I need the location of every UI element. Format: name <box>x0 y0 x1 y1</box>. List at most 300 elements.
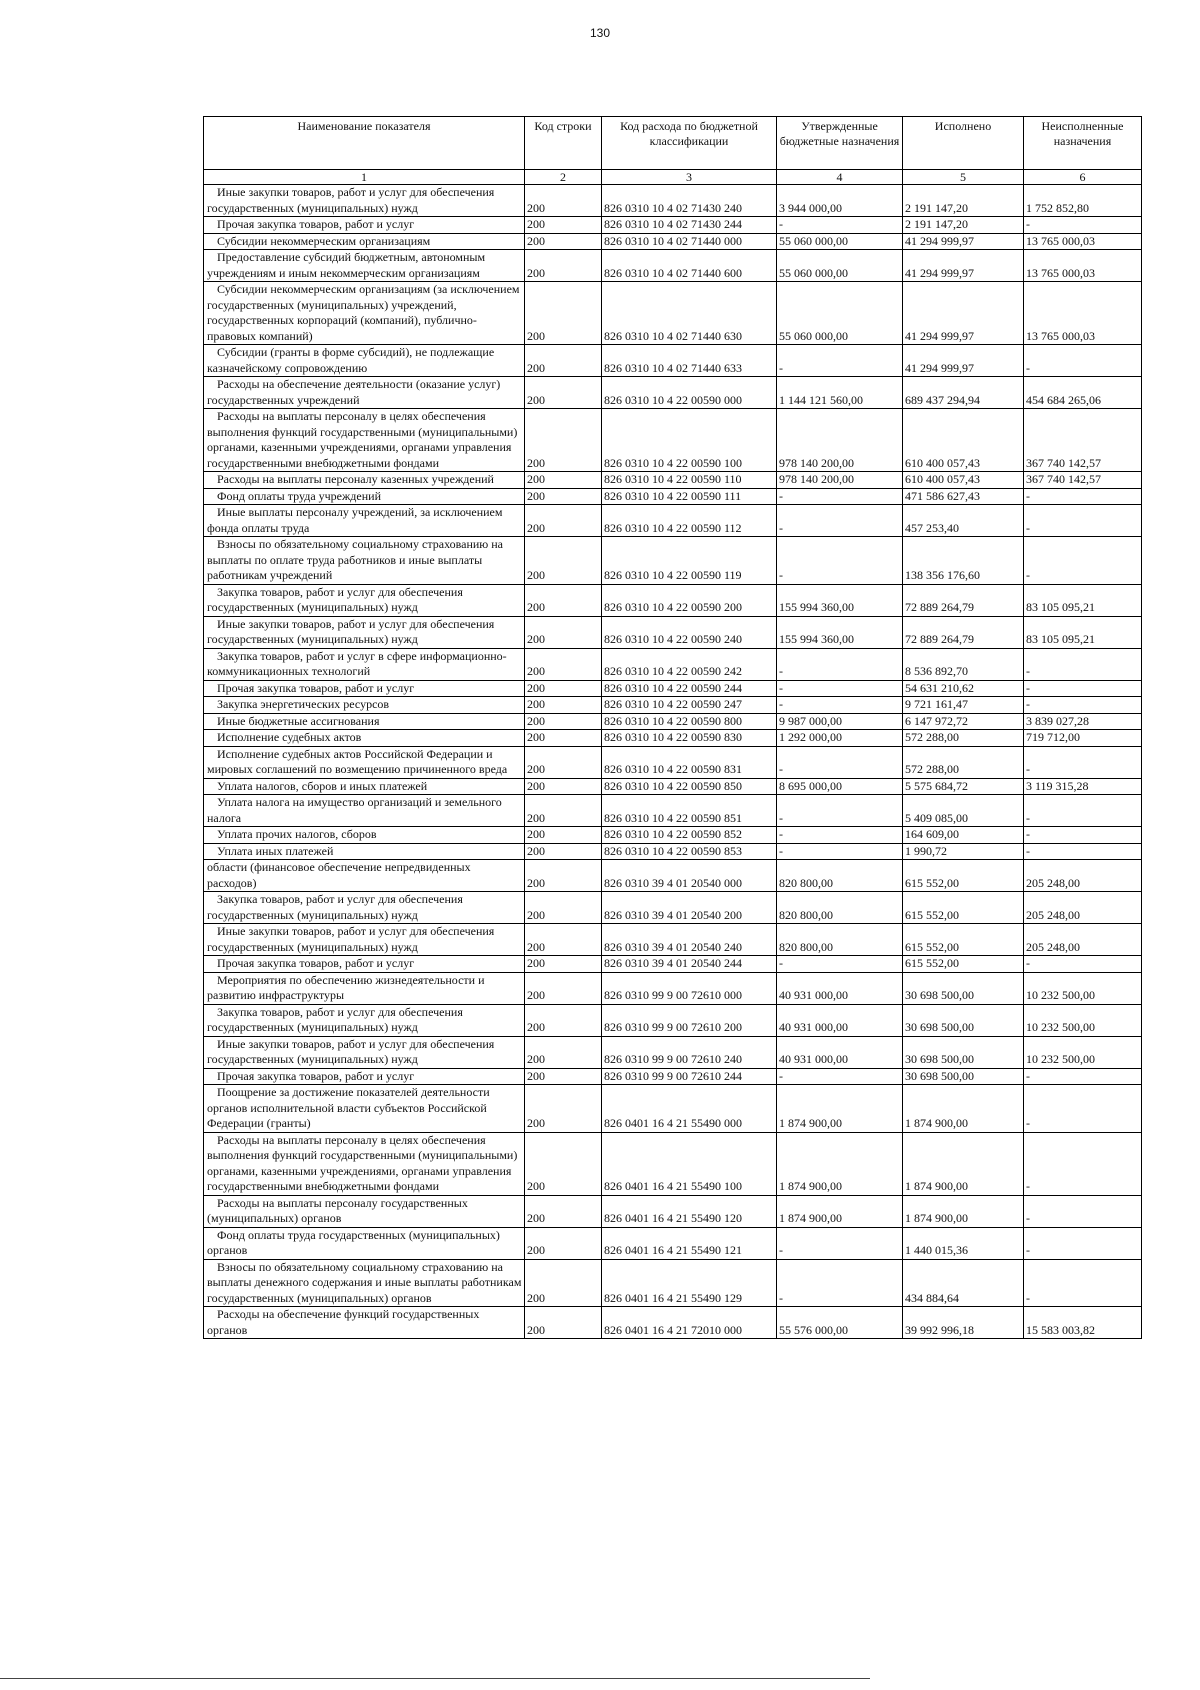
expense-code-cell: 826 0310 39 4 01 20540 244 <box>602 956 777 973</box>
indicator-name-text: Уплата налогов, сборов и иных платежей <box>217 778 428 793</box>
unexecuted-amount-cell: - <box>1024 1227 1142 1259</box>
executed-amount-cell: 1 874 900,00 <box>903 1195 1024 1227</box>
executed-amount-cell: 30 698 500,00 <box>903 1004 1024 1036</box>
approved-amount-cell: - <box>777 345 903 377</box>
indicator-name-cell <box>204 1085 525 1133</box>
executed-amount-cell: 2 191 147,20 <box>903 185 1024 217</box>
unexecuted-amount-cell: 1 752 852,80 <box>1024 185 1142 217</box>
executed-amount-cell: 1 874 900,00 <box>903 1085 1024 1133</box>
approved-amount-cell: 1 874 900,00 <box>777 1085 903 1133</box>
unexecuted-amount-cell: 205 248,00 <box>1024 860 1142 892</box>
indicator-name-cell <box>204 680 525 697</box>
approved-amount-cell: 978 140 200,00 <box>777 409 903 472</box>
approved-amount-cell: - <box>777 956 903 973</box>
unexecuted-amount-cell: - <box>1024 1132 1142 1195</box>
expense-code-cell: 826 0310 10 4 22 00590 800 <box>602 713 777 730</box>
executed-amount-cell: 41 294 999,97 <box>903 233 1024 250</box>
approved-amount-cell: 40 931 000,00 <box>777 1004 903 1036</box>
unexecuted-amount-cell: - <box>1024 697 1142 714</box>
table-row <box>204 505 1142 537</box>
expense-code-cell: 826 0310 10 4 22 00590 240 <box>602 616 777 648</box>
indicator-name-text: Иные бюджетные ассигнования <box>217 713 380 728</box>
line-code-cell: 200 <box>525 616 602 648</box>
line-code-cell: 200 <box>525 282 602 345</box>
approved-amount-cell: 40 931 000,00 <box>777 1036 903 1068</box>
expense-code-cell: 826 0310 10 4 22 00590 242 <box>602 648 777 680</box>
executed-amount-cell: 610 400 057,43 <box>903 409 1024 472</box>
approved-amount-cell: 155 994 360,00 <box>777 616 903 648</box>
indicator-name-cell <box>204 697 525 714</box>
executed-amount-cell: 457 253,40 <box>903 505 1024 537</box>
indicator-name-text: Прочая закупка товаров, работ и услуг <box>217 956 415 970</box>
table-row <box>204 1307 1142 1339</box>
approved-amount-cell: - <box>777 746 903 778</box>
indicator-name-cell <box>204 1068 525 1085</box>
unexecuted-amount-cell: 10 232 500,00 <box>1024 1036 1142 1068</box>
line-code-cell: 200 <box>525 778 602 795</box>
indicator-name-cell <box>204 505 525 537</box>
indicator-name-cell <box>204 537 525 585</box>
expense-code-cell: 826 0310 10 4 02 71440 000 <box>602 233 777 250</box>
executed-amount-cell: 5 409 085,00 <box>903 795 1024 827</box>
unexecuted-amount-cell: - <box>1024 1068 1142 1085</box>
approved-amount-cell: 1 874 900,00 <box>777 1195 903 1227</box>
expense-code-cell: 826 0310 99 9 00 72610 200 <box>602 1004 777 1036</box>
expense-code-cell: 826 0310 99 9 00 72610 000 <box>602 972 777 1004</box>
line-code-cell: 200 <box>525 1259 602 1307</box>
unexecuted-amount-cell: - <box>1024 795 1142 827</box>
column-number: 1 <box>204 170 525 185</box>
indicator-name-text: Иные закупки товаров, работ и услуг для обеспечения государственных (муниципальных) нужд <box>207 185 495 215</box>
executed-amount-cell: 72 889 264,79 <box>903 584 1024 616</box>
unexecuted-amount-cell: - <box>1024 345 1142 377</box>
line-code-cell: 200 <box>525 1227 602 1259</box>
unexecuted-amount-cell: 205 248,00 <box>1024 892 1142 924</box>
table-row <box>204 1085 1142 1133</box>
unexecuted-amount-cell: - <box>1024 648 1142 680</box>
unexecuted-amount-cell: 3 119 315,28 <box>1024 778 1142 795</box>
indicator-name-text: Прочая закупка товаров, работ и услуг <box>217 1068 415 1083</box>
table-row <box>204 537 1142 585</box>
column-number: 4 <box>777 170 903 185</box>
line-code-cell: 200 <box>525 1307 602 1339</box>
table-row <box>204 1227 1142 1259</box>
approved-amount-cell: - <box>777 1259 903 1307</box>
indicator-name-text: Прочая закупка товаров, работ и услуг <box>217 217 415 231</box>
indicator-name-cell <box>204 250 525 282</box>
indicator-name-cell <box>204 1307 525 1339</box>
line-code-cell: 200 <box>525 409 602 472</box>
expense-code-cell: 826 0310 10 4 02 71430 240 <box>602 185 777 217</box>
line-code-cell: 200 <box>525 537 602 585</box>
indicator-name-cell <box>204 1227 525 1259</box>
unexecuted-amount-cell: - <box>1024 488 1142 505</box>
table-header-row <box>204 117 1142 170</box>
indicator-name-text: Закупка товаров, работ и услуг для обеспечения государственных (муниципальных) нужд <box>207 1004 463 1034</box>
table-row <box>204 217 1142 234</box>
indicator-name-cell <box>204 924 525 956</box>
expense-code-cell: 826 0310 10 4 22 00590 831 <box>602 746 777 778</box>
indicator-name-text: Закупка товаров, работ и услуг для обеспечения государственных (муниципальных) нужд <box>207 892 463 922</box>
line-code-cell: 200 <box>525 1036 602 1068</box>
expense-code-cell: 826 0310 10 4 22 00590 247 <box>602 697 777 714</box>
indicator-name-text: Фонд оплаты труда учреждений <box>217 488 381 503</box>
page-bottom-rule <box>0 1678 870 1679</box>
indicator-name-text: Расходы на выплаты персоналу казенных учреждений <box>217 472 494 486</box>
approved-amount-cell: - <box>777 827 903 844</box>
approved-amount-cell: - <box>777 680 903 697</box>
executed-amount-cell: 8 536 892,70 <box>903 648 1024 680</box>
approved-amount-cell: 1 292 000,00 <box>777 730 903 747</box>
expense-code-cell: 826 0401 16 4 21 55490 100 <box>602 1132 777 1195</box>
indicator-name-text: Закупка товаров, работ и услуг в сфере информационно-коммуникационных технологий <box>207 648 507 678</box>
line-code-cell: 200 <box>525 843 602 860</box>
executed-amount-cell: 615 552,00 <box>903 924 1024 956</box>
indicator-name-cell <box>204 860 525 892</box>
table-row <box>204 616 1142 648</box>
executed-amount-cell: 30 698 500,00 <box>903 1036 1024 1068</box>
expense-code-cell: 826 0310 10 4 22 00590 112 <box>602 505 777 537</box>
expense-code-cell: 826 0401 16 4 21 55490 129 <box>602 1259 777 1307</box>
approved-amount-cell: - <box>777 795 903 827</box>
indicator-name-cell <box>204 472 525 489</box>
unexecuted-amount-cell: 83 105 095,21 <box>1024 616 1142 648</box>
table-body <box>204 185 1142 1339</box>
table-row <box>204 1132 1142 1195</box>
table-row <box>204 472 1142 489</box>
indicator-name-cell <box>204 648 525 680</box>
unexecuted-amount-cell: 205 248,00 <box>1024 924 1142 956</box>
table-row <box>204 1259 1142 1307</box>
unexecuted-amount-cell: 83 105 095,21 <box>1024 584 1142 616</box>
unexecuted-amount-cell: - <box>1024 217 1142 234</box>
unexecuted-amount-cell: 13 765 000,03 <box>1024 282 1142 345</box>
table-row <box>204 185 1142 217</box>
table-row <box>204 778 1142 795</box>
expense-code-cell: 826 0310 10 4 02 71440 600 <box>602 250 777 282</box>
line-code-cell: 200 <box>525 1195 602 1227</box>
header-executed: Исполнено <box>903 117 1024 170</box>
expense-code-cell: 826 0310 10 4 02 71440 630 <box>602 282 777 345</box>
executed-amount-cell: 41 294 999,97 <box>903 282 1024 345</box>
indicator-name-cell <box>204 713 525 730</box>
expense-code-cell: 826 0310 10 4 22 00590 851 <box>602 795 777 827</box>
table-row <box>204 860 1142 892</box>
expense-code-cell: 826 0401 16 4 21 55490 121 <box>602 1227 777 1259</box>
line-code-cell: 200 <box>525 1068 602 1085</box>
line-code-cell: 200 <box>525 713 602 730</box>
approved-amount-cell: - <box>777 488 903 505</box>
executed-amount-cell: 39 992 996,18 <box>903 1307 1024 1339</box>
executed-amount-cell: 2 191 147,20 <box>903 217 1024 234</box>
table-row <box>204 282 1142 345</box>
expense-code-cell: 826 0310 10 4 22 00590 244 <box>602 680 777 697</box>
indicator-name-text: Предоставление субсидий бюджетным, автономным учреждениям и иным некоммерческим организациям <box>207 250 486 280</box>
approved-amount-cell: 1 874 900,00 <box>777 1132 903 1195</box>
executed-amount-cell: 615 552,00 <box>903 892 1024 924</box>
indicator-name-cell <box>204 1132 525 1195</box>
table-row <box>204 1036 1142 1068</box>
header-expense-code: Код расхода по бюджетной классификации <box>602 117 777 170</box>
unexecuted-amount-cell: 10 232 500,00 <box>1024 972 1142 1004</box>
executed-amount-cell: 72 889 264,79 <box>903 616 1024 648</box>
unexecuted-amount-cell: - <box>1024 843 1142 860</box>
table-row <box>204 409 1142 472</box>
table-row <box>204 1195 1142 1227</box>
expense-code-cell: 826 0401 16 4 21 55490 000 <box>602 1085 777 1133</box>
expense-code-cell: 826 0310 10 4 22 00590 111 <box>602 488 777 505</box>
indicator-name-text: Иные закупки товаров, работ и услуг для обеспечения государственных (муниципальных) нужд <box>207 924 495 954</box>
expense-code-cell: 826 0310 10 4 22 00590 100 <box>602 409 777 472</box>
expense-code-cell: 826 0310 99 9 00 72610 240 <box>602 1036 777 1068</box>
line-code-cell: 200 <box>525 217 602 234</box>
table-row <box>204 377 1142 409</box>
table-row <box>204 972 1142 1004</box>
indicator-name-cell <box>204 488 525 505</box>
indicator-name-text: области (финансовое обеспечение непредвиденных расходов) <box>207 860 471 890</box>
unexecuted-amount-cell: - <box>1024 1259 1142 1307</box>
table-row <box>204 233 1142 250</box>
approved-amount-cell: 820 800,00 <box>777 860 903 892</box>
indicator-name-cell <box>204 1004 525 1036</box>
line-code-cell: 200 <box>525 697 602 714</box>
indicator-name-cell <box>204 1036 525 1068</box>
approved-amount-cell: 1 144 121 560,00 <box>777 377 903 409</box>
indicator-name-cell <box>204 217 525 234</box>
approved-amount-cell: 55 060 000,00 <box>777 282 903 345</box>
indicator-name-cell <box>204 409 525 472</box>
table-row <box>204 680 1142 697</box>
approved-amount-cell: - <box>777 697 903 714</box>
executed-amount-cell: 1 874 900,00 <box>903 1132 1024 1195</box>
page-number: 130 <box>589 26 611 40</box>
approved-amount-cell: 40 931 000,00 <box>777 972 903 1004</box>
expense-code-cell: 826 0401 16 4 21 72010 000 <box>602 1307 777 1339</box>
expense-code-cell: 826 0310 39 4 01 20540 240 <box>602 924 777 956</box>
approved-amount-cell: 55 576 000,00 <box>777 1307 903 1339</box>
indicator-name-cell <box>204 185 525 217</box>
indicator-name-cell <box>204 972 525 1004</box>
line-code-cell: 200 <box>525 505 602 537</box>
indicator-name-text: Субсидии (гранты в форме субсидий), не подлежащие казначейскому сопровождению <box>207 345 495 375</box>
executed-amount-cell: 615 552,00 <box>903 956 1024 973</box>
executed-amount-cell: 610 400 057,43 <box>903 472 1024 489</box>
executed-amount-cell: 164 609,00 <box>903 827 1024 844</box>
executed-amount-cell: 689 437 294,94 <box>903 377 1024 409</box>
indicator-name-cell <box>204 233 525 250</box>
indicator-name-cell <box>204 584 525 616</box>
unexecuted-amount-cell: - <box>1024 827 1142 844</box>
approved-amount-cell: - <box>777 217 903 234</box>
approved-amount-cell: 55 060 000,00 <box>777 233 903 250</box>
unexecuted-amount-cell: 367 740 142,57 <box>1024 409 1142 472</box>
table-row <box>204 488 1142 505</box>
approved-amount-cell: 978 140 200,00 <box>777 472 903 489</box>
line-code-cell: 200 <box>525 892 602 924</box>
unexecuted-amount-cell: - <box>1024 505 1142 537</box>
header-unexecuted: Неисполненные назначения <box>1024 117 1142 170</box>
column-number-row <box>204 170 1142 185</box>
column-number: 6 <box>1024 170 1142 185</box>
line-code-cell: 200 <box>525 233 602 250</box>
unexecuted-amount-cell: 3 839 027,28 <box>1024 713 1142 730</box>
indicator-name-cell <box>204 1195 525 1227</box>
table-row <box>204 345 1142 377</box>
executed-amount-cell: 30 698 500,00 <box>903 972 1024 1004</box>
column-number: 5 <box>903 170 1024 185</box>
indicator-name-text: Исполнение судебных актов Российской Федерации и мировых соглашений по возмещению причиненного вреда <box>207 746 508 776</box>
line-code-cell: 200 <box>525 185 602 217</box>
unexecuted-amount-cell: 367 740 142,57 <box>1024 472 1142 489</box>
column-number: 3 <box>602 170 777 185</box>
line-code-cell: 200 <box>525 730 602 747</box>
approved-amount-cell: - <box>777 505 903 537</box>
executed-amount-cell: 471 586 627,43 <box>903 488 1024 505</box>
line-code-cell: 200 <box>525 472 602 489</box>
expense-code-cell: 826 0310 99 9 00 72610 244 <box>602 1068 777 1085</box>
unexecuted-amount-cell: - <box>1024 537 1142 585</box>
column-number: 2 <box>525 170 602 185</box>
indicator-name-cell <box>204 377 525 409</box>
expense-code-cell: 826 0310 10 4 22 00590 830 <box>602 730 777 747</box>
executed-amount-cell: 41 294 999,97 <box>903 250 1024 282</box>
indicator-name-cell <box>204 730 525 747</box>
executed-amount-cell: 9 721 161,47 <box>903 697 1024 714</box>
line-code-cell: 200 <box>525 924 602 956</box>
table-row <box>204 746 1142 778</box>
expense-code-cell: 826 0310 10 4 02 71430 244 <box>602 217 777 234</box>
line-code-cell: 200 <box>525 648 602 680</box>
line-code-cell: 200 <box>525 860 602 892</box>
table-row <box>204 730 1142 747</box>
table-row <box>204 250 1142 282</box>
approved-amount-cell: 8 695 000,00 <box>777 778 903 795</box>
table-row <box>204 956 1142 973</box>
indicator-name-text: Поощрение за достижение показателей деятельности органов исполнительной власти субъектов Российской Федерации (гранты) <box>207 1085 490 1130</box>
unexecuted-amount-cell: 13 765 000,03 <box>1024 233 1142 250</box>
indicator-name-text: Уплата прочих налогов, сборов <box>217 827 377 841</box>
executed-amount-cell: 41 294 999,97 <box>903 345 1024 377</box>
indicator-name-cell <box>204 827 525 844</box>
indicator-name-cell <box>204 746 525 778</box>
approved-amount-cell: 820 800,00 <box>777 924 903 956</box>
executed-amount-cell: 572 288,00 <box>903 730 1024 747</box>
table-row <box>204 584 1142 616</box>
executed-amount-cell: 615 552,00 <box>903 860 1024 892</box>
indicator-name-text: Уплата иных платежей <box>217 843 334 858</box>
line-code-cell: 200 <box>525 746 602 778</box>
line-code-cell: 200 <box>525 680 602 697</box>
line-code-cell: 200 <box>525 956 602 973</box>
executed-amount-cell: 572 288,00 <box>903 746 1024 778</box>
expense-code-cell: 826 0310 10 4 22 00590 200 <box>602 584 777 616</box>
table-row <box>204 843 1142 860</box>
indicator-name-cell <box>204 956 525 973</box>
expense-code-cell: 826 0310 39 4 01 20540 000 <box>602 860 777 892</box>
approved-amount-cell: - <box>777 537 903 585</box>
approved-amount-cell: - <box>777 1068 903 1085</box>
table-row <box>204 827 1142 844</box>
executed-amount-cell: 1 990,72 <box>903 843 1024 860</box>
line-code-cell: 200 <box>525 1004 602 1036</box>
expense-code-cell: 826 0310 10 4 22 00590 850 <box>602 778 777 795</box>
indicator-name-cell <box>204 1259 525 1307</box>
table-row <box>204 924 1142 956</box>
indicator-name-text: Расходы на обеспечение деятельности (оказание услуг) государственных учреждений <box>207 377 501 407</box>
approved-amount-cell: - <box>777 648 903 680</box>
indicator-name-text: Иные закупки товаров, работ и услуг для обеспечения государственных (муниципальных) нужд <box>207 1036 495 1066</box>
line-code-cell: 200 <box>525 377 602 409</box>
approved-amount-cell: - <box>777 1227 903 1259</box>
expense-code-cell: 826 0310 10 4 22 00590 110 <box>602 472 777 489</box>
executed-amount-cell: 6 147 972,72 <box>903 713 1024 730</box>
indicator-name-cell <box>204 345 525 377</box>
approved-amount-cell: 3 944 000,00 <box>777 185 903 217</box>
header-approved: Утвержденные бюджетные назначения <box>777 117 903 170</box>
unexecuted-amount-cell: 10 232 500,00 <box>1024 1004 1142 1036</box>
indicator-name-text: Уплата налога на имущество организаций и земельного налога <box>207 795 502 825</box>
indicator-name-cell <box>204 778 525 795</box>
expense-code-cell: 826 0310 10 4 22 00590 119 <box>602 537 777 585</box>
expense-code-cell: 826 0401 16 4 21 55490 120 <box>602 1195 777 1227</box>
indicator-name-text: Прочая закупка товаров, работ и услуг <box>217 680 415 695</box>
line-code-cell: 200 <box>525 250 602 282</box>
expense-code-cell: 826 0310 10 4 02 71440 633 <box>602 345 777 377</box>
line-code-cell: 200 <box>525 795 602 827</box>
executed-amount-cell: 5 575 684,72 <box>903 778 1024 795</box>
line-code-cell: 200 <box>525 1132 602 1195</box>
line-code-cell: 200 <box>525 345 602 377</box>
approved-amount-cell: 55 060 000,00 <box>777 250 903 282</box>
indicator-name-text: Расходы на обеспечение функций государственных органов <box>207 1307 480 1337</box>
line-code-cell: 200 <box>525 1085 602 1133</box>
table-row <box>204 648 1142 680</box>
indicator-name-text: Закупка энергетических ресурсов <box>217 697 390 711</box>
table-row <box>204 1004 1142 1036</box>
approved-amount-cell: 9 987 000,00 <box>777 713 903 730</box>
indicator-name-cell <box>204 892 525 924</box>
unexecuted-amount-cell: - <box>1024 956 1142 973</box>
executed-amount-cell: 30 698 500,00 <box>903 1068 1024 1085</box>
executed-amount-cell: 434 884,64 <box>903 1259 1024 1307</box>
unexecuted-amount-cell: 13 765 000,03 <box>1024 250 1142 282</box>
indicator-name-text: Взносы по обязательному социальному страхованию на выплаты денежного содержания и иные выплаты работникам государственных (муниципальных) органов <box>207 1259 522 1305</box>
indicator-name-cell <box>204 282 525 345</box>
table-row <box>204 795 1142 827</box>
indicator-name-text: Иные выплаты персоналу учреждений, за исключением фонда оплаты труда <box>207 505 503 535</box>
unexecuted-amount-cell: 454 684 265,06 <box>1024 377 1142 409</box>
table-row <box>204 1068 1142 1085</box>
executed-amount-cell: 138 356 176,60 <box>903 537 1024 585</box>
expense-code-cell: 826 0310 10 4 22 00590 000 <box>602 377 777 409</box>
indicator-name-text: Мероприятия по обеспечению жизнедеятельности и развитию инфраструктуры <box>207 972 485 1002</box>
approved-amount-cell: 155 994 360,00 <box>777 584 903 616</box>
expense-code-cell: 826 0310 10 4 22 00590 853 <box>602 843 777 860</box>
indicator-name-text: Расходы на выплаты персоналу в целях обеспечения выполнения функций государственными (муниципальными) органами, казенными учреждениями, органами управления государственными внебюджетными фондами <box>207 1132 518 1193</box>
unexecuted-amount-cell: 15 583 003,82 <box>1024 1307 1142 1339</box>
indicator-name-cell <box>204 795 525 827</box>
unexecuted-amount-cell: - <box>1024 1195 1142 1227</box>
line-code-cell: 200 <box>525 827 602 844</box>
unexecuted-amount-cell: - <box>1024 680 1142 697</box>
indicator-name-text: Субсидии некоммерческим организациям <box>217 233 431 248</box>
approved-amount-cell: - <box>777 843 903 860</box>
approved-amount-cell: 820 800,00 <box>777 892 903 924</box>
indicator-name-text: Субсидии некоммерческим организациям (за исключением государственных (муниципальных) учреждений, государственных корпораций (компаний), публично-правовых компаний) <box>207 282 520 343</box>
expense-code-cell: 826 0310 10 4 22 00590 852 <box>602 827 777 844</box>
unexecuted-amount-cell: - <box>1024 1085 1142 1133</box>
indicator-name-text: Иные закупки товаров, работ и услуг для обеспечения государственных (муниципальных) нужд <box>207 616 495 646</box>
